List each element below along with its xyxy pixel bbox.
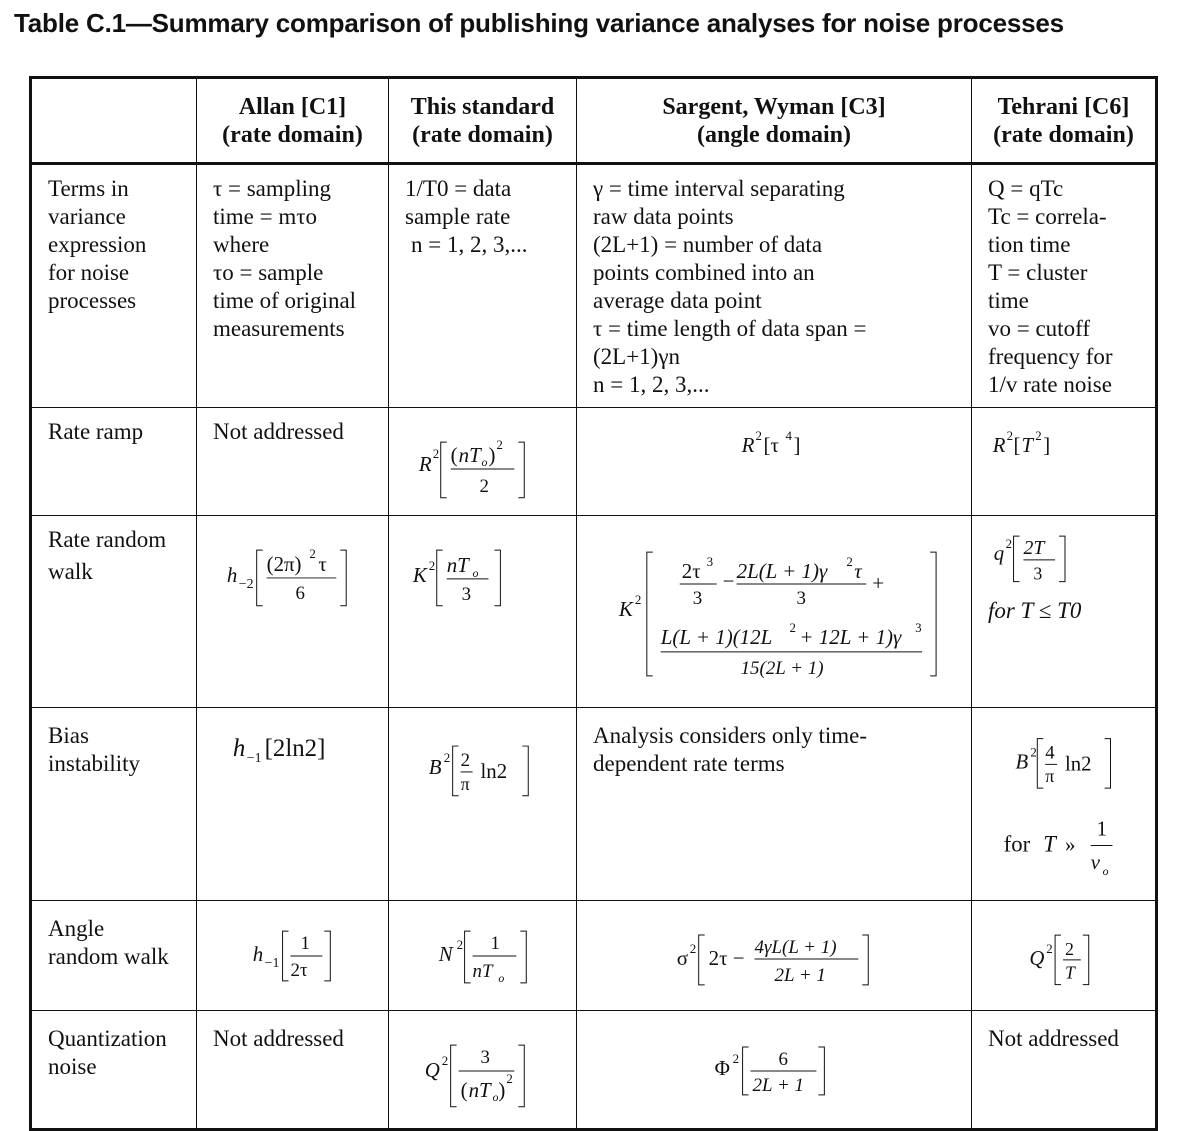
svg-text:1: 1: [1096, 817, 1108, 841]
svg-text:nT: nT: [446, 552, 469, 577]
formula-rate-random-walk-sargent: [577, 516, 971, 700]
text-line: 1/v rate noise: [988, 372, 1112, 397]
cell-bias-instability-sargent: [577, 708, 972, 901]
svg-text:4: 4: [785, 428, 792, 444]
cell-terms-tehrani: [972, 164, 1157, 408]
svg-text:3: 3: [706, 554, 714, 570]
svg-text:3: 3: [915, 619, 922, 635]
text-line: dependent rate terms: [593, 751, 785, 776]
formula-angle-random-walk-tehrani: [972, 901, 1155, 1001]
svg-text:h: h: [252, 941, 264, 966]
svg-text:2L + 1: 2L + 1: [752, 1074, 804, 1096]
label-line: Rate ramp: [48, 419, 144, 444]
svg-text:B: B: [428, 754, 442, 779]
formula-angle-random-walk-sargent: [577, 901, 971, 1001]
svg-text:T: T: [1043, 831, 1056, 857]
text-line: τ = sampling: [213, 176, 332, 201]
column-domain: (rate domain): [222, 121, 363, 148]
formula-rate-ramp-tehrani: [972, 408, 1155, 508]
row-label-rate-ramp: [31, 408, 197, 516]
svg-text:2: 2: [634, 592, 642, 608]
svg-text:o: o: [492, 1089, 499, 1104]
svg-text:2T: 2T: [1023, 536, 1045, 559]
header-sargent-wyman: [577, 78, 972, 164]
svg-text:σ: σ: [676, 945, 689, 970]
label-line: for noise: [48, 260, 130, 285]
svg-text:2: 2: [1030, 745, 1037, 760]
svg-text:B: B: [1015, 750, 1029, 774]
svg-text:2: 2: [1006, 429, 1014, 444]
cell-rate-random-walk-standard: [389, 516, 577, 708]
svg-text:τ: τ: [318, 551, 327, 576]
label-line: Rate random: [48, 527, 167, 552]
text-line: τo = sample: [213, 260, 324, 285]
cell-bias-instability-standard: [389, 708, 577, 901]
formula-angle-random-walk-allan: [197, 901, 388, 1001]
svg-text:−: −: [722, 569, 735, 594]
svg-text:q: q: [993, 541, 1005, 565]
header-empty: [31, 78, 197, 164]
text-line: Analysis considers only time-: [593, 723, 868, 748]
svg-text:2: 2: [309, 546, 316, 562]
header-this-standard: [389, 78, 577, 164]
formula-rate-random-walk-tehrani: [972, 516, 1155, 586]
comparison-table: [29, 76, 1158, 1131]
label-line: variance: [48, 204, 126, 229]
svg-text:2: 2: [789, 619, 796, 635]
cell-quantization-noise-allan: [197, 1011, 389, 1130]
svg-text:): ): [488, 442, 496, 467]
svg-text:R: R: [992, 434, 1006, 458]
label-line: instability: [48, 751, 140, 776]
cell-terms-sargent: [577, 164, 972, 408]
text-line: γ = time interval separating: [593, 176, 845, 201]
svg-text:2: 2: [443, 749, 451, 765]
header-tehrani: [972, 78, 1157, 164]
svg-text:2: 2: [1046, 941, 1053, 956]
formula-quantization-noise-sargent: [577, 1011, 971, 1121]
cell-rate-ramp-sargent: [577, 408, 972, 516]
svg-text:3: 3: [692, 588, 703, 610]
svg-text:nT: nT: [472, 960, 493, 982]
svg-text:2: 2: [432, 446, 440, 461]
cell-rate-random-walk-allan: [197, 516, 389, 708]
label-line: Quantization: [48, 1026, 167, 1051]
text-line: (2L+1) = number of data: [593, 232, 823, 257]
formula-angle-random-walk-standard: [389, 901, 576, 1001]
svg-text:h: h: [232, 734, 246, 762]
svg-text:2: 2: [456, 937, 464, 953]
svg-text:2τ −: 2τ −: [708, 945, 745, 970]
svg-text:R: R: [418, 451, 432, 476]
column-name: Tehrani [C6]: [997, 93, 1130, 120]
svg-text:R: R: [741, 433, 755, 458]
cell-terms-allan: [197, 164, 389, 408]
svg-text:nT: nT: [468, 1077, 491, 1102]
row-label-rate-random-walk: [31, 516, 197, 708]
svg-text:o: o: [1102, 864, 1109, 879]
row-rate-ramp: [31, 408, 1157, 516]
svg-text:h: h: [226, 562, 238, 587]
svg-text:2: 2: [428, 557, 436, 573]
text-line: time of original: [213, 288, 357, 313]
svg-text:3: 3: [796, 588, 806, 610]
label-line: Terms in: [48, 176, 129, 201]
svg-text:−2: −2: [238, 576, 254, 592]
label-line: Bias: [48, 723, 89, 748]
formula-rate-ramp-standard: [389, 408, 576, 508]
cell-bias-instability-allan: [197, 708, 389, 901]
svg-text:2: 2: [496, 437, 503, 453]
svg-text:2: 2: [479, 475, 489, 497]
condition-note: for T ≤ T0: [988, 598, 1082, 623]
text-line: Not addressed: [988, 1026, 1119, 1051]
cell-quantization-noise-standard: [389, 1011, 577, 1130]
label-line: expression: [48, 232, 147, 257]
svg-text:for: for: [1003, 831, 1031, 857]
svg-text:(2π): (2π): [266, 551, 302, 576]
text-line: frequency for: [988, 344, 1113, 369]
svg-text:2: 2: [460, 749, 471, 771]
svg-text:T: T: [1021, 434, 1034, 458]
text-line: average data point: [593, 288, 762, 313]
cell-angle-random-walk-tehrani: [972, 901, 1157, 1011]
text-line: time: [988, 288, 1029, 313]
label-line: walk: [48, 559, 93, 584]
formula-bias-instability-standard: [389, 708, 576, 808]
text-line: measurements: [213, 316, 345, 341]
svg-text:ln2: ln2: [480, 758, 508, 783]
page-title: Table C.1—Summary comparison of publishing variance analyses for noise processes: [14, 8, 1064, 38]
svg-text:K: K: [412, 562, 427, 587]
cell-rate-random-walk-sargent: [577, 516, 972, 708]
text-line: τ = time length of data span =: [593, 316, 867, 341]
label-line: Angle: [48, 916, 105, 941]
svg-text:o: o: [472, 565, 479, 580]
svg-text:(: (: [450, 442, 458, 467]
svg-text:4: 4: [1045, 742, 1055, 764]
svg-text:o: o: [481, 454, 488, 469]
svg-text:4γL(L + 1): 4γL(L + 1): [754, 936, 837, 958]
cell-angle-random-walk-standard: [389, 901, 577, 1011]
svg-text:Q: Q: [424, 1057, 440, 1082]
row-label-angle-random-walk: [31, 901, 197, 1011]
svg-text:Q: Q: [1029, 946, 1045, 970]
formula-rate-ramp-sargent: [577, 408, 971, 508]
svg-text:+ 12L + 1)γ: + 12L + 1)γ: [799, 624, 902, 649]
svg-text:−1: −1: [246, 750, 262, 766]
text-line: raw data points: [593, 204, 734, 229]
text-line: n = 1, 2, 3,...: [411, 232, 528, 257]
text-line: 1/T0 = data: [405, 176, 512, 201]
svg-text:2: 2: [755, 428, 763, 444]
svg-text:[τ: [τ: [763, 433, 779, 458]
text-line: Q = qTc: [988, 176, 1064, 201]
svg-text:2: 2: [1064, 938, 1074, 959]
cell-rate-ramp-tehrani: [972, 408, 1157, 516]
text-line: (2L+1)γn: [593, 344, 681, 369]
column-name: Allan [C1]: [238, 93, 347, 120]
formula-bias-instability-tehrani: [972, 708, 1155, 888]
text-line: Not addressed: [213, 419, 344, 444]
svg-text:6: 6: [295, 582, 305, 604]
column-domain: (angle domain): [696, 121, 851, 148]
formula-quantization-noise-standard: [389, 1011, 576, 1121]
svg-text:2L + 1: 2L + 1: [774, 964, 826, 986]
row-label-terms: [31, 164, 197, 408]
svg-text:nT: nT: [458, 442, 481, 467]
svg-text:2: 2: [846, 554, 853, 570]
row-label-bias-instability: [31, 708, 197, 901]
svg-text:π: π: [460, 773, 470, 794]
text-line: sample rate: [405, 204, 511, 229]
header-allan: [197, 78, 389, 164]
svg-text:T: T: [1064, 962, 1075, 983]
column-domain: (rate domain): [412, 121, 553, 148]
column-domain: (rate domain): [993, 121, 1134, 148]
svg-text:]: ]: [1043, 434, 1051, 458]
svg-text:Φ: Φ: [714, 1055, 730, 1080]
label-line: processes: [48, 288, 137, 313]
svg-text:3: 3: [480, 1047, 490, 1069]
svg-text:o: o: [498, 970, 505, 985]
svg-text:+: +: [872, 571, 885, 596]
cell-quantization-noise-sargent: [577, 1011, 972, 1130]
svg-text:3: 3: [461, 583, 472, 605]
formula-bias-instability-allan: [197, 708, 388, 768]
svg-text:[2ln2]: [2ln2]: [264, 734, 326, 762]
cell-bias-instability-tehrani: [972, 708, 1157, 901]
svg-text:1: 1: [300, 933, 310, 955]
svg-text:]: ]: [793, 433, 801, 458]
cell-rate-random-walk-tehrani: [972, 516, 1157, 708]
svg-text:3: 3: [1033, 563, 1043, 584]
text-line: time = mτo: [213, 204, 317, 229]
svg-text:2τ: 2τ: [681, 559, 701, 584]
row-label-quantization-noise: [31, 1011, 197, 1130]
formula-rate-random-walk-allan: [197, 516, 388, 616]
cell-rate-ramp-allan: [197, 408, 389, 516]
svg-text:(: (: [460, 1077, 468, 1102]
text-line: n = 1, 2, 3,...: [593, 372, 710, 397]
svg-text:»: »: [1064, 833, 1076, 857]
row-angle-random-walk: [31, 901, 1157, 1011]
cell-rate-ramp-standard: [389, 408, 577, 516]
text-line: tion time: [988, 232, 1071, 257]
text-line: points combined into an: [593, 260, 815, 285]
svg-text:2: 2: [441, 1053, 449, 1069]
cell-quantization-noise-tehrani: [972, 1011, 1157, 1130]
row-rate-random-walk: [31, 516, 1157, 708]
svg-text:15(2L + 1): 15(2L + 1): [740, 657, 824, 679]
svg-text:[: [: [1013, 434, 1021, 458]
svg-text:2: 2: [506, 1070, 513, 1086]
text-line: T = cluster: [988, 260, 1088, 285]
svg-text:ln2: ln2: [1064, 752, 1092, 776]
svg-text:τ: τ: [854, 559, 862, 584]
text-line: where: [213, 232, 270, 257]
text-line: Tc = correla-: [988, 204, 1107, 229]
column-name: Sargent, Wyman [C3]: [662, 93, 886, 120]
label-line: noise: [48, 1054, 97, 1079]
svg-text:2L(L + 1)γ: 2L(L + 1)γ: [736, 559, 828, 584]
svg-text:π: π: [1045, 766, 1055, 787]
header-row: [31, 78, 1157, 164]
cell-terms-standard: [389, 164, 577, 408]
formula-rate-random-walk-standard: [389, 516, 576, 616]
svg-text:1: 1: [490, 933, 500, 955]
svg-text:2: 2: [732, 1051, 740, 1067]
row-terms: [31, 164, 1157, 408]
text-line: Not addressed: [213, 1026, 344, 1051]
row-quantization-noise: [31, 1011, 1157, 1130]
svg-text:N: N: [438, 941, 453, 966]
svg-text:6: 6: [778, 1049, 788, 1071]
text-line: vo = cutoff: [988, 316, 1090, 341]
svg-text:K: K: [618, 596, 633, 621]
row-bias-instability: [31, 708, 1157, 901]
svg-text:2: 2: [1035, 429, 1042, 444]
column-name: This standard: [410, 93, 555, 120]
svg-text:): ): [498, 1077, 506, 1102]
svg-text:L(L + 1)(12L: L(L + 1)(12L: [660, 624, 773, 649]
svg-text:2τ: 2τ: [290, 959, 308, 981]
svg-text:v: v: [1090, 851, 1100, 875]
label-line: random walk: [48, 944, 169, 969]
cell-angle-random-walk-sargent: [577, 901, 972, 1011]
svg-text:2: 2: [1005, 537, 1013, 552]
cell-angle-random-walk-allan: [197, 901, 389, 1011]
svg-text:2: 2: [689, 940, 697, 956]
svg-text:−1: −1: [264, 955, 280, 971]
